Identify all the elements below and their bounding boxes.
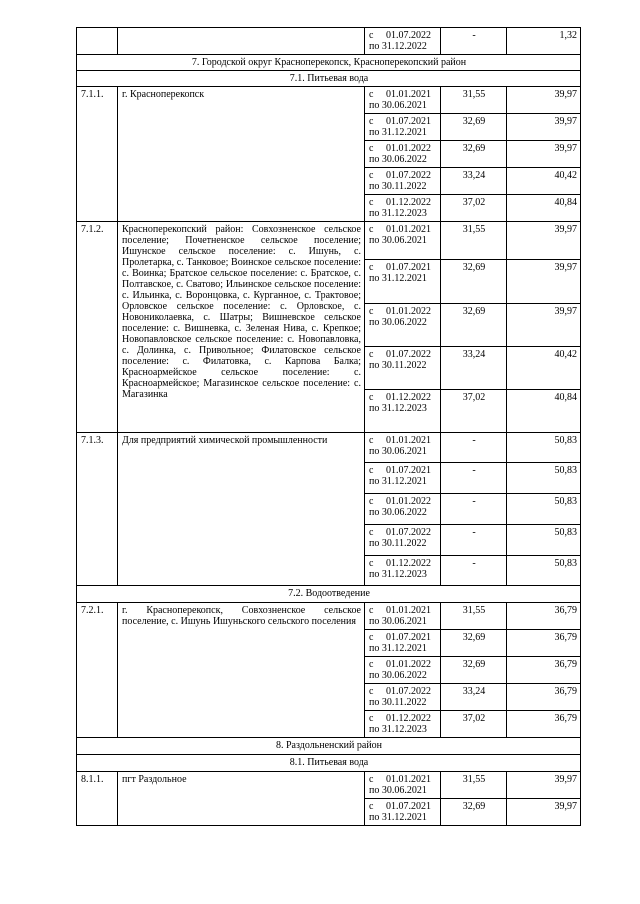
territory-name: г. Красноперекопск, Совхозненское сельское поселение, с. Ишунь Ишуньского сельского поселения: [118, 603, 365, 738]
period-cell: [365, 304, 441, 347]
period-to: по 30.06.2022: [369, 317, 427, 328]
period-from: с 01.01.2021: [369, 224, 431, 235]
section-header-row: [77, 586, 581, 603]
period-from: с 01.12.2022: [369, 713, 431, 724]
territory-name: Красноперекопский район: Совхозненское сельское поселение; Почетненское сельское поселение; Ишунское сельское поселение: с. Ишунь, с. Пролетарка, с. Танковое; Воинское сельское поселение: с. Воинка; Братское сельское поселение: с. Братское, с. Полтавское, с. Сватово; Ильинское сельское поселение: с. Ильинка, с. Воронцовка, с. Курганное, с. Трактовое; Орловское сельское поселение: с. Орловское, с. Новониколаевка, с. Шатры; Вишневское сельское поселение: с. Вишневка, с. Зеленая Нива, с. Крепкое; Новопавловское сельское поселение: с. Новопавловка, с. Долинка, с. Привольное; Филатовское сельское поселение: с. Филатовка, с. Карпова Балка; Красноармейское сельское поселение: с. Красноармейское; Магазинское сельское поселение: с. Магазинка: [118, 222, 365, 433]
period-cell: [365, 494, 441, 525]
value-first-half: 32,69: [441, 260, 507, 304]
period-cell: [365, 799, 441, 826]
period-from: с 01.12.2022: [369, 197, 431, 208]
period-cell: [365, 772, 441, 799]
value-second: 39,97: [507, 799, 581, 826]
period-from: с 01.01.2021: [369, 605, 431, 616]
period-cell: [365, 433, 441, 463]
value-second: 39,97: [507, 260, 581, 304]
section-header-row: [77, 738, 581, 755]
value-first-half: 32,69: [441, 114, 507, 141]
item-number: 7.1.2.: [77, 222, 118, 433]
item-number: 7.2.1.: [77, 603, 118, 738]
section-header-row: [77, 755, 581, 772]
period-cell: [365, 711, 441, 738]
table-row: [77, 603, 581, 630]
period-from: с 01.07.2021: [369, 801, 431, 812]
period-from: с 01.07.2021: [369, 116, 431, 127]
period-to: по 30.06.2021: [369, 235, 427, 246]
value-second: 36,79: [507, 684, 581, 711]
value-first-half: 32,69: [441, 141, 507, 168]
value-second: 39,97: [507, 304, 581, 347]
period-cell: [365, 195, 441, 222]
value-first-half: 33,24: [441, 168, 507, 195]
period-from: с 01.01.2022: [369, 143, 431, 154]
value-second: 39,97: [507, 114, 581, 141]
period-from: с 01.07.2022: [369, 686, 431, 697]
value-first-half: 31,55: [441, 87, 507, 114]
period-to: по 31.12.2021: [369, 812, 427, 823]
table-row: [77, 28, 581, 55]
value-second: 50,83: [507, 556, 581, 586]
value-second: 1,32: [507, 28, 581, 55]
period-to: по 30.06.2021: [369, 785, 427, 796]
period-cell: [365, 603, 441, 630]
period-to: по 30.06.2021: [369, 446, 427, 457]
value-first-half: 31,55: [441, 222, 507, 260]
value-first-half: -: [441, 28, 507, 55]
value-second: 40,42: [507, 168, 581, 195]
period-to: по 31.12.2021: [369, 476, 427, 487]
section-header-row: [77, 71, 581, 87]
period-to: по 30.06.2022: [369, 154, 427, 165]
period-to: по 30.06.2021: [369, 100, 427, 111]
period-cell: [365, 168, 441, 195]
item-number: 7.1.1.: [77, 87, 118, 222]
period-to: по 31.12.2021: [369, 127, 427, 138]
tariff-table: [76, 27, 581, 826]
value-first-half: 31,55: [441, 603, 507, 630]
item-number: [77, 28, 118, 55]
period-cell: [365, 390, 441, 433]
period-to: по 30.11.2022: [369, 538, 427, 549]
section-title: 7. Городской округ Красноперекопск, Красноперекопский район: [77, 55, 581, 71]
period-from: с 01.01.2021: [369, 89, 431, 100]
period-to: по 31.12.2023: [369, 208, 427, 219]
value-first-half: -: [441, 556, 507, 586]
value-second: 36,79: [507, 630, 581, 657]
period-from: с 01.12.2022: [369, 558, 431, 569]
value-second: 50,83: [507, 494, 581, 525]
period-from: с 01.01.2021: [369, 774, 431, 785]
value-second: 39,97: [507, 222, 581, 260]
tariff-table-body: [77, 28, 581, 826]
period-from: с 01.01.2021: [369, 435, 431, 446]
section-header-row: [77, 55, 581, 71]
value-second: 50,83: [507, 525, 581, 556]
period-to: по 30.06.2021: [369, 616, 427, 627]
period-from: с 01.07.2022: [369, 527, 431, 538]
period-to: по 30.11.2022: [369, 181, 427, 192]
value-first-half: -: [441, 433, 507, 463]
value-first-half: 33,24: [441, 347, 507, 390]
value-second: 36,79: [507, 657, 581, 684]
table-row: [77, 87, 581, 114]
value-second: 39,97: [507, 141, 581, 168]
period-from: с 01.01.2022: [369, 496, 431, 507]
period-to: по 31.12.2022: [369, 41, 427, 52]
period-to: по 31.12.2021: [369, 273, 427, 284]
value-first-half: 32,69: [441, 799, 507, 826]
period-cell: [365, 630, 441, 657]
territory-name: г. Красноперекопск: [118, 87, 365, 222]
item-number: 7.1.3.: [77, 433, 118, 586]
section-title: 8. Раздольненский район: [77, 738, 581, 755]
period-from: с 01.01.2022: [369, 659, 431, 670]
item-number: 8.1.1.: [77, 772, 118, 826]
period-to: по 31.12.2023: [369, 569, 427, 580]
period-to: по 30.06.2022: [369, 670, 427, 681]
period-cell: [365, 260, 441, 304]
value-first-half: 32,69: [441, 630, 507, 657]
value-second: 50,83: [507, 433, 581, 463]
period-from: с 01.07.2022: [369, 349, 431, 360]
period-from: с 01.07.2022: [369, 170, 431, 181]
value-second: 50,83: [507, 463, 581, 494]
period-to: по 31.12.2023: [369, 724, 427, 735]
table-row: [77, 772, 581, 799]
period-from: с 01.07.2021: [369, 632, 431, 643]
period-cell: [365, 87, 441, 114]
value-first-half: -: [441, 525, 507, 556]
territory-name: Для предприятий химической промышленности: [118, 433, 365, 586]
value-first-half: 31,55: [441, 772, 507, 799]
period-cell: [365, 657, 441, 684]
period-from: с 01.07.2022: [369, 30, 431, 41]
section-title: 7.2. Водоотведение: [77, 586, 581, 603]
value-second: 36,79: [507, 603, 581, 630]
period-from: с 01.07.2021: [369, 465, 431, 476]
period-to: по 30.06.2022: [369, 507, 427, 518]
value-first-half: -: [441, 463, 507, 494]
period-to: по 30.11.2022: [369, 697, 427, 708]
value-first-half: 37,02: [441, 195, 507, 222]
period-from: с 01.01.2022: [369, 306, 431, 317]
table-row: [77, 222, 581, 260]
period-cell: [365, 114, 441, 141]
period-cell: [365, 684, 441, 711]
value-first-half: -: [441, 494, 507, 525]
value-first-half: 32,69: [441, 657, 507, 684]
period-cell: [365, 525, 441, 556]
period-to: по 31.12.2021: [369, 643, 427, 654]
value-second: 39,97: [507, 87, 581, 114]
period-from: с 01.07.2021: [369, 262, 431, 273]
period-cell: [365, 347, 441, 390]
period-cell: [365, 463, 441, 494]
value-second: 39,97: [507, 772, 581, 799]
period-cell: [365, 556, 441, 586]
period-to: по 30.11.2022: [369, 360, 427, 371]
period-to: по 31.12.2023: [369, 403, 427, 414]
period-from: с 01.12.2022: [369, 392, 431, 403]
table-row: [77, 433, 581, 463]
period-cell: [365, 141, 441, 168]
period-cell: [365, 222, 441, 260]
value-first-half: 33,24: [441, 684, 507, 711]
period-cell: [365, 28, 441, 55]
section-title: 8.1. Питьевая вода: [77, 755, 581, 772]
value-first-half: 37,02: [441, 390, 507, 433]
section-title: 7.1. Питьевая вода: [77, 71, 581, 87]
value-first-half: 37,02: [441, 711, 507, 738]
value-first-half: 32,69: [441, 304, 507, 347]
value-second: 36,79: [507, 711, 581, 738]
territory-name: пгт Раздольное: [118, 772, 365, 826]
territory-name: [118, 28, 365, 55]
value-second: 40,84: [507, 195, 581, 222]
value-second: 40,42: [507, 347, 581, 390]
value-second: 40,84: [507, 390, 581, 433]
